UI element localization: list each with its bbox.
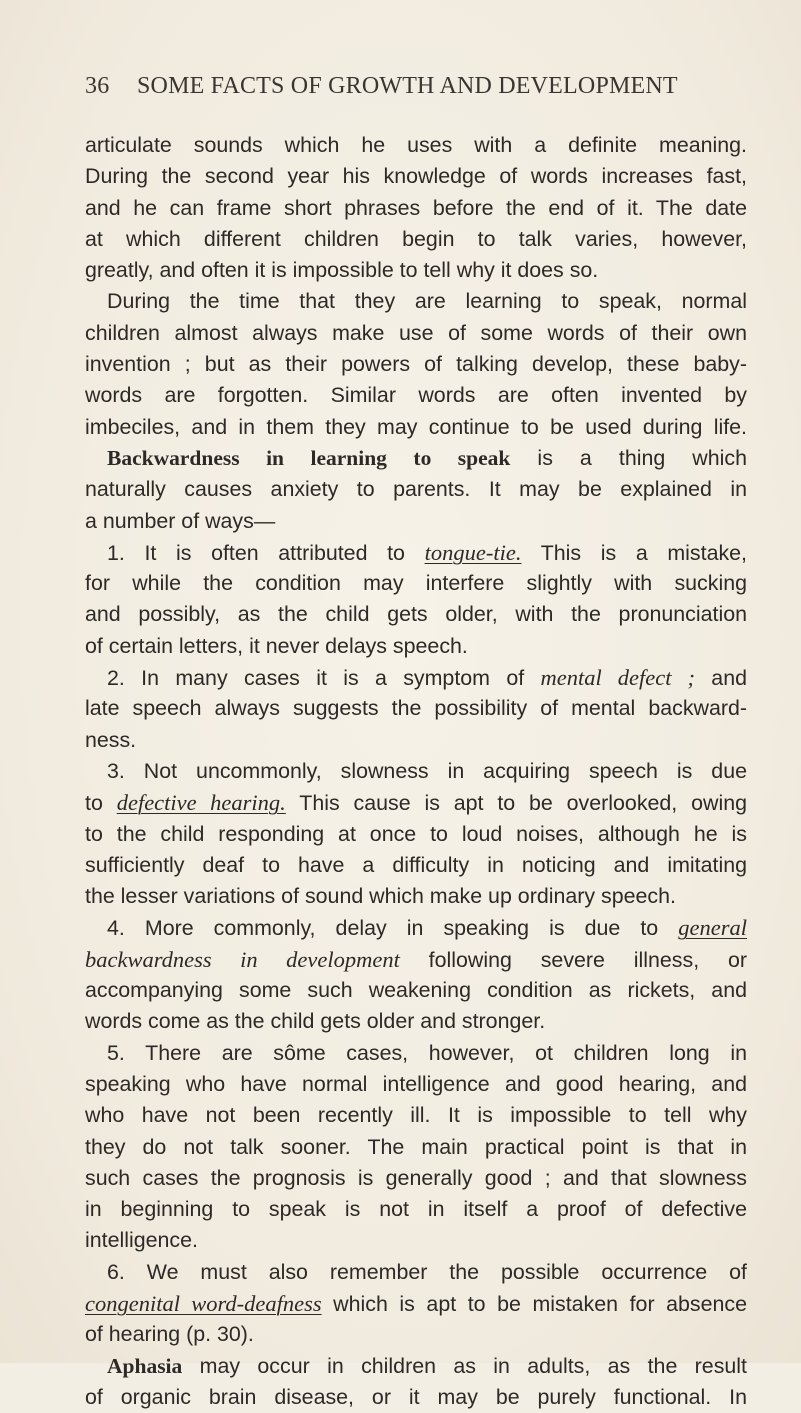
text-run: to the child responding at once to loud noises, although he is [85, 821, 747, 846]
text-run: the lesser variations of sound which make up ordinary speech. [85, 884, 676, 909]
text-run: speaking who have normal intelligence and good hearing, and [85, 1071, 747, 1096]
text-line [85, 599, 747, 630]
text-run: sufficiently deaf to have a difficulty in noticing and imitating [85, 852, 747, 877]
bold-term: Backwardness in learning to speak [107, 445, 511, 470]
text-line [85, 850, 747, 881]
text-run: 4. More commonly, delay in speaking is due to [107, 916, 679, 941]
text-line [85, 1225, 747, 1256]
text-run: at which different children begin to talk varies, however, [85, 226, 747, 251]
text-line [85, 255, 747, 286]
text-line [85, 1038, 747, 1069]
text-run: imbeciles, and in them they may continue to be used during life. [85, 414, 747, 439]
text-line [85, 1132, 747, 1163]
text-line [85, 1288, 747, 1319]
text-line [85, 318, 747, 349]
text-run: and possibly, as the child gets older, with the pronunciation [85, 602, 747, 627]
text-line [85, 568, 747, 599]
text-run: articulate sounds which he uses with a definite meaning. [85, 133, 747, 157]
italic-term: mental defect ; [540, 665, 695, 691]
text-line [85, 380, 747, 411]
text-run: words are forgotten. Similar words are often invented by [85, 383, 747, 408]
italic-term: general [678, 915, 747, 941]
text-run: greatly, and often it is impossible to tell why it does so. [85, 258, 599, 283]
text-line [85, 1006, 747, 1037]
text-line [85, 944, 747, 975]
text-run: a number of ways— [85, 508, 276, 533]
text-run: and he can frame short phrases before the end of it. The date [85, 195, 747, 220]
text-run: is a thing which [510, 445, 747, 470]
text-line [85, 161, 747, 192]
text-run: to [85, 791, 117, 816]
text-run: of hearing (p. 30). [85, 1322, 254, 1347]
text-line [85, 130, 747, 161]
running-title: SOME FACTS OF GROWTH AND DEVELOPMENT [137, 73, 678, 99]
text-line [85, 1382, 747, 1413]
page-number: 36 [85, 73, 110, 99]
text-run: for while the condition may interfere slightly with sucking [85, 571, 747, 596]
text-run: words come as the child gets older and stronger. [85, 1009, 546, 1034]
text-run: who have not been recently ill. It is impossible to tell why [85, 1103, 747, 1128]
italic-term: defective hearing. [116, 790, 286, 816]
text-line [85, 349, 747, 380]
text-run: During the second year his knowledge of words increases fast, [85, 164, 747, 189]
text-run: accompanying some such weakening condition as rickets, and [85, 978, 747, 1003]
text-run: which is apt to be mistaken for absence [321, 1291, 747, 1316]
text-line [85, 756, 747, 787]
text-run: intelligence. [85, 1228, 198, 1253]
text-run: This is a mistake, [521, 540, 748, 565]
text-line [85, 1257, 747, 1288]
text-run: invention ; but as their powers of talking develop, these baby- [85, 352, 747, 377]
text-run: of organic brain disease, or it may be purely functional. In [85, 1384, 747, 1409]
text-run: 2. In many cases it is a symptom of [107, 666, 541, 691]
text-run: This cause is apt to be overlooked, owing [285, 791, 747, 816]
text-run: 6. We must also remember the possible occurrence of [107, 1259, 747, 1284]
text-run: such cases the prognosis is generally good ; and that slowness [85, 1165, 747, 1190]
text-line [85, 693, 747, 724]
text-line [85, 881, 747, 912]
text-run: late speech always suggests the possibility of mental backward- [85, 696, 747, 721]
text-line [85, 631, 747, 662]
text-run: in beginning to speak is not in itself a proof of defective [85, 1197, 747, 1222]
text-line [85, 1351, 747, 1382]
italic-term: tongue-tie. [424, 539, 522, 565]
text-line [85, 1319, 747, 1350]
text-run: may occur in children as in adults, as the result [182, 1353, 747, 1378]
text-line [85, 912, 747, 943]
text-line [85, 506, 747, 537]
text-line [85, 193, 747, 224]
text-line [85, 975, 747, 1006]
text-run: During the time that they are learning to speak, normal [107, 289, 747, 314]
text-run: ness. [85, 727, 137, 752]
text-run: of certain letters, it never delays speech. [85, 633, 468, 658]
running-header [85, 73, 745, 100]
italic-term: backwardness in development [85, 946, 400, 972]
text-run: naturally causes anxiety to parents. It may be explained in [85, 477, 747, 502]
text-run: children almost always make use of some words of their own [85, 320, 747, 345]
text-run: 5. There are sôme cases, however, ot children long in [107, 1040, 747, 1065]
text-run: following severe illness, or [399, 947, 747, 972]
text-line [85, 1069, 747, 1100]
text-line [85, 787, 747, 818]
bold-term: Aphasia [107, 1353, 183, 1378]
text-line [85, 224, 747, 255]
text-run: 3. Not uncommonly, slowness in acquiring speech is due [107, 758, 747, 783]
text-line [85, 474, 747, 505]
text-run: they do not talk sooner. The main practical point is that in [85, 1134, 747, 1159]
text-line [85, 819, 747, 850]
italic-term: congenital word-deafness [85, 1290, 322, 1316]
text-line [85, 537, 747, 568]
text-line [85, 286, 747, 317]
text-line [85, 412, 747, 443]
text-line [85, 662, 747, 693]
body-text [85, 130, 747, 1413]
text-line [85, 725, 747, 756]
text-run: and [694, 666, 747, 691]
text-run: 1. It is often attributed to [107, 540, 425, 565]
text-line [85, 1194, 747, 1225]
text-line [85, 443, 747, 474]
text-line [85, 1163, 747, 1194]
text-line [85, 1100, 747, 1131]
